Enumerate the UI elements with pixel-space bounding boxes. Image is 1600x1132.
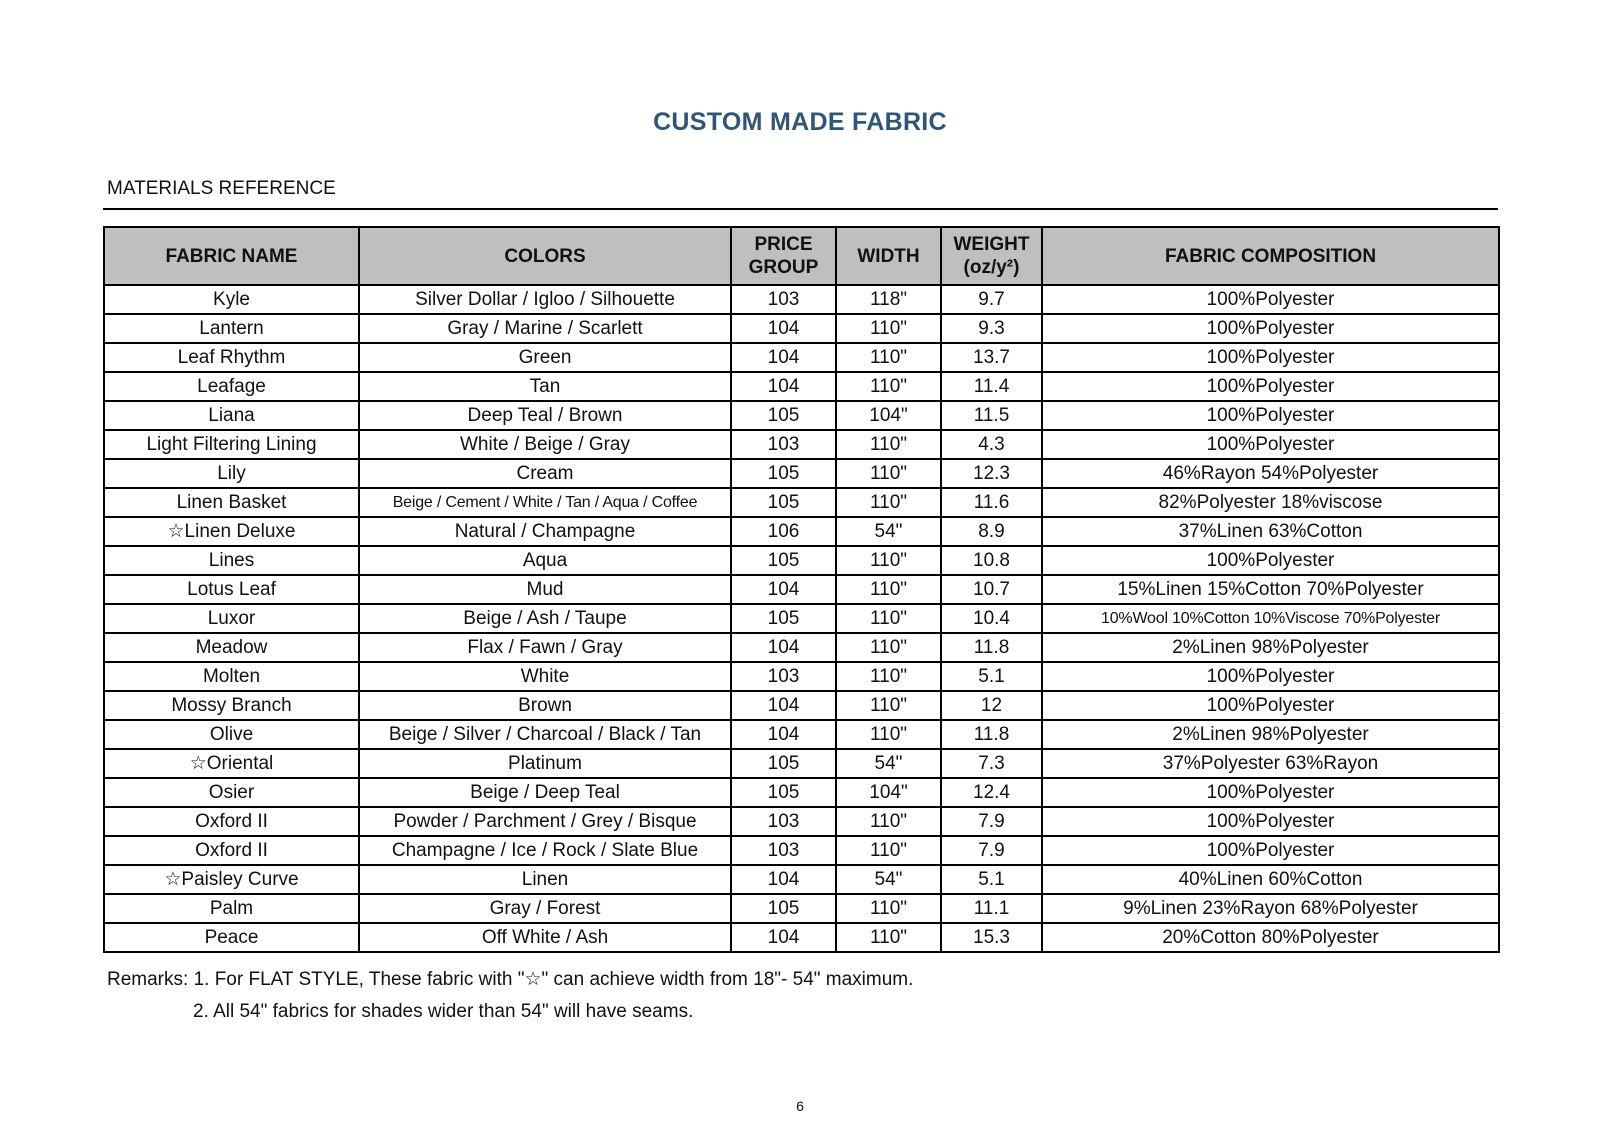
cell-fabric-name: ☆Paisley Curve: [104, 865, 359, 894]
cell-price-group: 104: [731, 372, 836, 401]
cell-width: 110": [836, 836, 941, 865]
materials-table: [103, 226, 1500, 953]
header-fabric-name: FABRIC NAME: [104, 227, 359, 285]
header-width: WIDTH: [836, 227, 941, 285]
table-row: [104, 343, 1499, 372]
cell-fabric-name: Palm: [104, 894, 359, 923]
cell-composition: 82%Polyester 18%viscose: [1042, 488, 1499, 517]
remarks: [107, 964, 913, 1028]
cell-fabric-name: Luxor: [104, 604, 359, 633]
cell-price-group: 104: [731, 865, 836, 894]
cell-composition: 100%Polyester: [1042, 285, 1499, 314]
cell-weight: 10.4: [941, 604, 1042, 633]
cell-composition: 100%Polyester: [1042, 546, 1499, 575]
table-row: [104, 662, 1499, 691]
table-row: [104, 401, 1499, 430]
cell-weight: 11.8: [941, 633, 1042, 662]
cell-width: 110": [836, 720, 941, 749]
cell-colors: Platinum: [359, 749, 731, 778]
cell-width: 54": [836, 517, 941, 546]
cell-weight: 9.7: [941, 285, 1042, 314]
cell-weight: 11.1: [941, 894, 1042, 923]
cell-width: 110": [836, 691, 941, 720]
cell-weight: 8.9: [941, 517, 1042, 546]
table-row: [104, 778, 1499, 807]
cell-colors: Natural / Champagne: [359, 517, 731, 546]
header-price-group-line-1: PRICE: [754, 234, 813, 255]
cell-width: 110": [836, 343, 941, 372]
table-row: [104, 517, 1499, 546]
cell-colors: Gray / Forest: [359, 894, 731, 923]
cell-composition: 46%Rayon 54%Polyester: [1042, 459, 1499, 488]
cell-weight: 7.9: [941, 836, 1042, 865]
cell-composition: 100%Polyester: [1042, 314, 1499, 343]
cell-weight: 7.9: [941, 807, 1042, 836]
cell-weight: 15.3: [941, 923, 1042, 952]
cell-price-group: 104: [731, 720, 836, 749]
cell-composition: 100%Polyester: [1042, 372, 1499, 401]
cell-colors: Mud: [359, 575, 731, 604]
cell-price-group: 105: [731, 459, 836, 488]
cell-composition: 100%Polyester: [1042, 343, 1499, 372]
cell-weight: 12: [941, 691, 1042, 720]
cell-composition: 100%Polyester: [1042, 401, 1499, 430]
table-row: [104, 749, 1499, 778]
cell-price-group: 104: [731, 691, 836, 720]
cell-fabric-name: Osier: [104, 778, 359, 807]
cell-colors: Deep Teal / Brown: [359, 401, 731, 430]
cell-composition: 20%Cotton 80%Polyester: [1042, 923, 1499, 952]
cell-composition: 100%Polyester: [1042, 691, 1499, 720]
cell-width: 110": [836, 575, 941, 604]
cell-price-group: 104: [731, 343, 836, 372]
cell-fabric-name: Liana: [104, 401, 359, 430]
cell-colors: White: [359, 662, 731, 691]
cell-composition: 100%Polyester: [1042, 778, 1499, 807]
cell-composition: 2%Linen 98%Polyester: [1042, 633, 1499, 662]
table-row: [104, 691, 1499, 720]
cell-composition: 100%Polyester: [1042, 662, 1499, 691]
cell-width: 110": [836, 894, 941, 923]
table-row: [104, 430, 1499, 459]
table-row: [104, 836, 1499, 865]
table-row: [104, 546, 1499, 575]
table-row: [104, 865, 1499, 894]
table-row: [104, 807, 1499, 836]
cell-weight: 11.5: [941, 401, 1042, 430]
cell-weight: 12.4: [941, 778, 1042, 807]
cell-composition: 15%Linen 15%Cotton 70%Polyester: [1042, 575, 1499, 604]
cell-width: 118": [836, 285, 941, 314]
cell-colors: Green: [359, 343, 731, 372]
cell-fabric-name: Oxford II: [104, 807, 359, 836]
cell-price-group: 104: [731, 575, 836, 604]
header-composition: FABRIC COMPOSITION: [1042, 227, 1499, 285]
cell-fabric-name: Meadow: [104, 633, 359, 662]
cell-width: 110": [836, 459, 941, 488]
table-row: [104, 923, 1499, 952]
cell-width: 110": [836, 604, 941, 633]
cell-width: 110": [836, 807, 941, 836]
cell-weight: 5.1: [941, 865, 1042, 894]
page-title: CUSTOM MADE FABRIC: [653, 108, 947, 136]
cell-price-group: 104: [731, 923, 836, 952]
cell-fabric-name: Linen Basket: [104, 488, 359, 517]
cell-colors: Powder / Parchment / Grey / Bisque: [359, 807, 731, 836]
cell-colors: Flax / Fawn / Gray: [359, 633, 731, 662]
remark-line-2: 2. All 54" fabrics for shades wider than 54" will have seams.: [193, 1001, 694, 1022]
table-row: [104, 894, 1499, 923]
cell-fabric-name: Lantern: [104, 314, 359, 343]
cell-composition: 37%Linen 63%Cotton: [1042, 517, 1499, 546]
cell-colors: Cream: [359, 459, 731, 488]
cell-price-group: 105: [731, 546, 836, 575]
table-row: [104, 372, 1499, 401]
cell-fabric-name: Leaf Rhythm: [104, 343, 359, 372]
cell-price-group: 103: [731, 662, 836, 691]
cell-weight: 7.3: [941, 749, 1042, 778]
cell-weight: 10.7: [941, 575, 1042, 604]
cell-price-group: 103: [731, 807, 836, 836]
table-row: [104, 604, 1499, 633]
cell-colors: Linen: [359, 865, 731, 894]
header-weight: [941, 227, 1042, 285]
table-row: [104, 459, 1499, 488]
cell-fabric-name: Kyle: [104, 285, 359, 314]
cell-weight: 9.3: [941, 314, 1042, 343]
table-row: [104, 720, 1499, 749]
cell-colors: Brown: [359, 691, 731, 720]
cell-colors: Beige / Ash / Taupe: [359, 604, 731, 633]
cell-composition: 100%Polyester: [1042, 807, 1499, 836]
cell-weight: 11.4: [941, 372, 1042, 401]
cell-price-group: 105: [731, 401, 836, 430]
cell-fabric-name: Peace: [104, 923, 359, 952]
cell-width: 110": [836, 662, 941, 691]
cell-width: 104": [836, 778, 941, 807]
cell-weight: 11.6: [941, 488, 1042, 517]
cell-composition: 2%Linen 98%Polyester: [1042, 720, 1499, 749]
cell-colors: Beige / Silver / Charcoal / Black / Tan: [359, 720, 731, 749]
cell-composition: 100%Polyester: [1042, 836, 1499, 865]
cell-composition: 100%Polyester: [1042, 430, 1499, 459]
cell-weight: 13.7: [941, 343, 1042, 372]
cell-fabric-name: ☆Linen Deluxe: [104, 517, 359, 546]
cell-width: 110": [836, 633, 941, 662]
cell-fabric-name: Mossy Branch: [104, 691, 359, 720]
cell-weight: 12.3: [941, 459, 1042, 488]
cell-fabric-name: Lotus Leaf: [104, 575, 359, 604]
cell-colors: Silver Dollar / Igloo / Silhouette: [359, 285, 731, 314]
cell-fabric-name: Light Filtering Lining: [104, 430, 359, 459]
cell-colors: Tan: [359, 372, 731, 401]
cell-width: 110": [836, 372, 941, 401]
cell-fabric-name: Lines: [104, 546, 359, 575]
cell-width: 104": [836, 401, 941, 430]
cell-width: 110": [836, 546, 941, 575]
cell-fabric-name: Leafage: [104, 372, 359, 401]
cell-composition: 37%Polyester 63%Rayon: [1042, 749, 1499, 778]
cell-fabric-name: Molten: [104, 662, 359, 691]
cell-price-group: 103: [731, 430, 836, 459]
header-weight-line-2: (oz/y²): [963, 257, 1020, 278]
cell-price-group: 103: [731, 836, 836, 865]
cell-price-group: 103: [731, 285, 836, 314]
cell-price-group: 106: [731, 517, 836, 546]
cell-weight: 4.3: [941, 430, 1042, 459]
cell-width: 54": [836, 865, 941, 894]
cell-weight: 11.8: [941, 720, 1042, 749]
cell-colors: Gray / Marine / Scarlett: [359, 314, 731, 343]
cell-fabric-name: Lily: [104, 459, 359, 488]
header-weight-line-1: WEIGHT: [953, 234, 1030, 255]
cell-colors: Beige / Cement / White / Tan / Aqua / Coffee: [359, 488, 731, 517]
cell-price-group: 105: [731, 488, 836, 517]
table-header-row: [104, 227, 1499, 285]
cell-fabric-name: Olive: [104, 720, 359, 749]
cell-colors: Off White / Ash: [359, 923, 731, 952]
cell-width: 110": [836, 430, 941, 459]
table-row: [104, 285, 1499, 314]
header-price-group: [731, 227, 836, 285]
remark-line-1: Remarks: 1. For FLAT STYLE, These fabric with "☆" can achieve width from 18"- 54" maximum.: [107, 969, 914, 990]
header-colors: COLORS: [359, 227, 731, 285]
section-title: MATERIALS REFERENCE: [107, 178, 336, 199]
cell-weight: 5.1: [941, 662, 1042, 691]
header-price-group-line-2: GROUP: [748, 257, 819, 278]
cell-colors: White / Beige / Gray: [359, 430, 731, 459]
cell-colors: Aqua: [359, 546, 731, 575]
cell-fabric-name: Oxford II: [104, 836, 359, 865]
table-row: [104, 314, 1499, 343]
section-divider: [103, 208, 1498, 210]
table-row: [104, 633, 1499, 662]
cell-width: 110": [836, 923, 941, 952]
page-number: 6: [796, 1098, 804, 1114]
cell-colors: Champagne / Ice / Rock / Slate Blue: [359, 836, 731, 865]
cell-weight: 10.8: [941, 546, 1042, 575]
cell-width: 110": [836, 488, 941, 517]
table-row: [104, 575, 1499, 604]
cell-composition: 40%Linen 60%Cotton: [1042, 865, 1499, 894]
cell-composition: 9%Linen 23%Rayon 68%Polyester: [1042, 894, 1499, 923]
cell-width: 54": [836, 749, 941, 778]
table-row: [104, 488, 1499, 517]
cell-price-group: 105: [731, 604, 836, 633]
cell-price-group: 104: [731, 633, 836, 662]
cell-price-group: 105: [731, 749, 836, 778]
cell-price-group: 105: [731, 778, 836, 807]
cell-price-group: 105: [731, 894, 836, 923]
cell-price-group: 104: [731, 314, 836, 343]
cell-colors: Beige / Deep Teal: [359, 778, 731, 807]
cell-composition: 10%Wool 10%Cotton 10%Viscose 70%Polyester: [1042, 604, 1499, 633]
cell-fabric-name: ☆Oriental: [104, 749, 359, 778]
cell-width: 110": [836, 314, 941, 343]
